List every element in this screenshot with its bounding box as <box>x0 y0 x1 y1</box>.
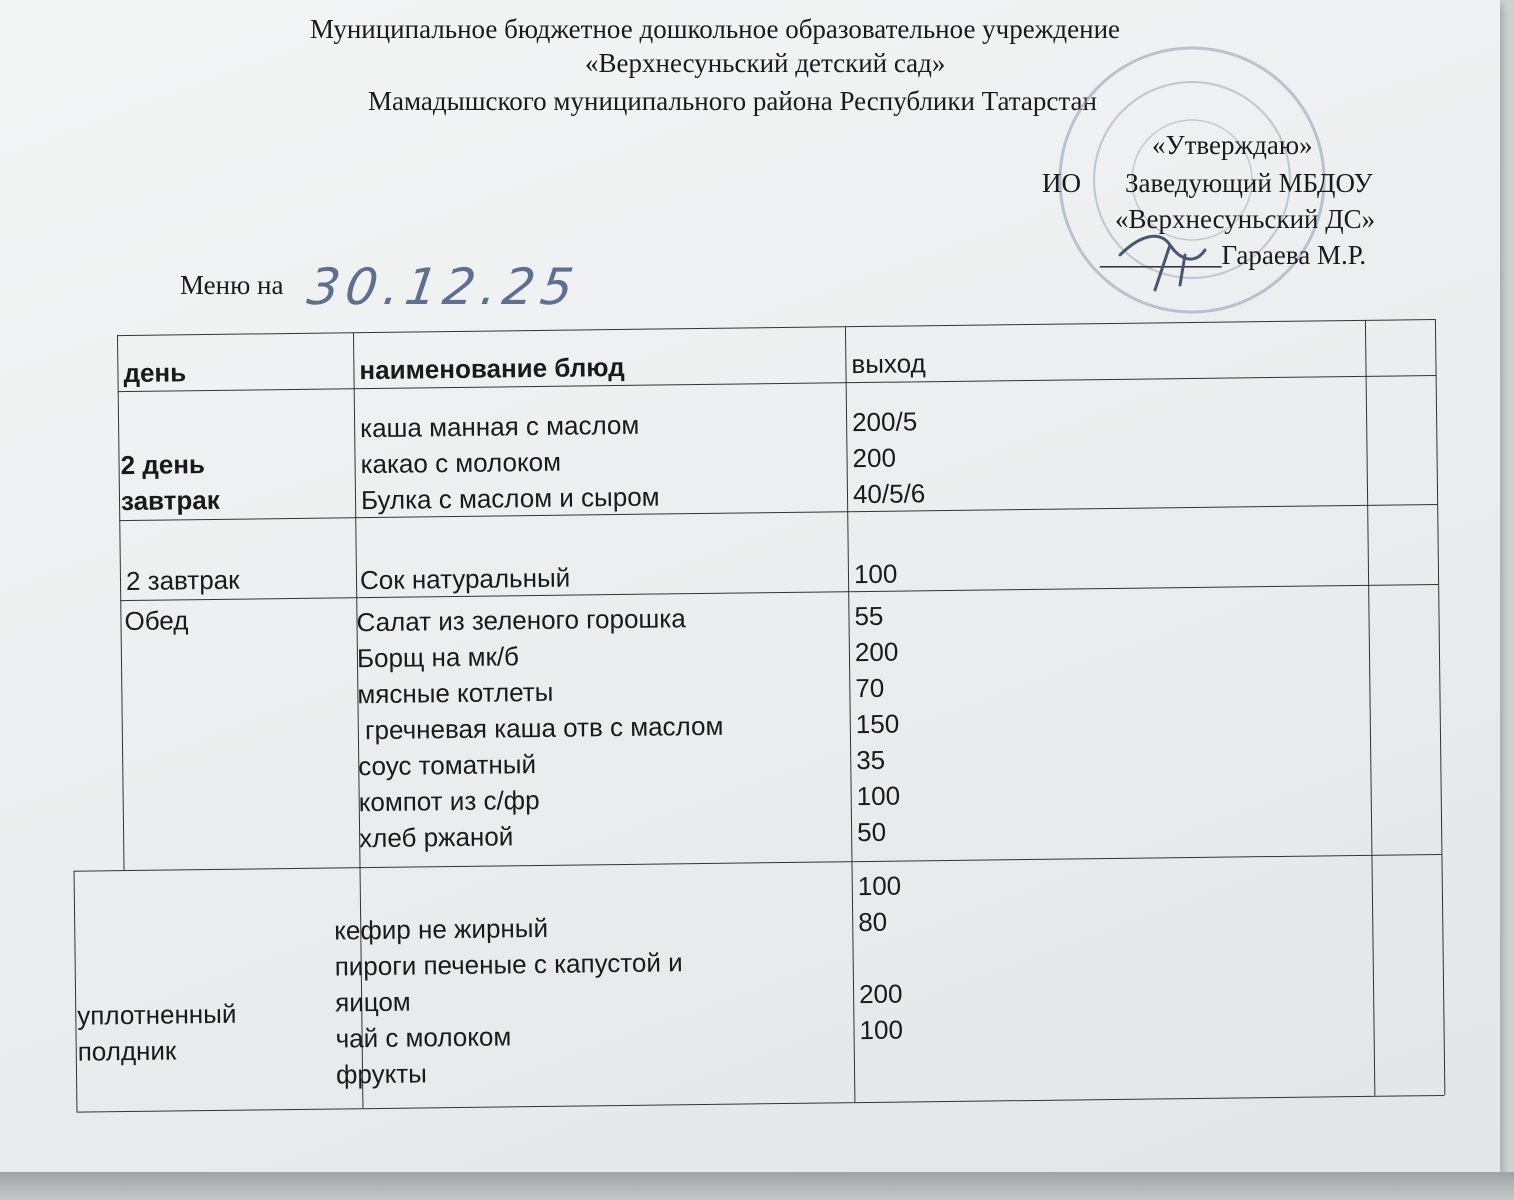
dish-item: хлеб ржаной <box>358 821 514 854</box>
row-dishes-lunch <box>356 600 725 856</box>
row-day-afternoon-snack: уплотненный полдник <box>77 998 237 1067</box>
approval-position: Заведующий МБДОУ <box>1125 168 1373 198</box>
output-item: 35 <box>856 744 886 776</box>
output-item: 200 <box>854 636 899 668</box>
handwritten-signature <box>1100 225 1250 295</box>
output-item: 150 <box>855 708 900 740</box>
header-line-1: Муниципальное бюджетное дошкольное образовательное учреждение <box>310 14 1120 44</box>
dish-item: яицом <box>334 986 411 1018</box>
dish-item: гречневая каша отв с маслом <box>357 710 724 746</box>
output-item <box>858 940 902 977</box>
table-surface <box>0 1172 1514 1200</box>
col-header-day: день <box>123 357 187 389</box>
output-item: 100 <box>856 780 901 812</box>
output-item: 200 <box>852 442 897 474</box>
col-header-output: выход <box>851 348 926 380</box>
dish-item: фрукты <box>335 1058 428 1090</box>
col-header-dish-name: наименование блюд <box>359 351 625 386</box>
output-item: 100 <box>859 1014 904 1046</box>
output-item: 40/5/6 <box>852 478 926 510</box>
dish-item: кефир не жирный <box>334 912 549 946</box>
dish-item: Салат из зеленого горошка <box>356 603 686 638</box>
approve-label: «Утверждаю» <box>1152 130 1313 160</box>
row-dishes-breakfast <box>360 407 660 519</box>
dish-item: Сок натуральный <box>359 562 571 596</box>
output-item: 80 <box>858 906 888 938</box>
row-day-second-breakfast: 2 завтрак <box>125 564 240 597</box>
dish-item: чай с молоком <box>335 1021 512 1054</box>
dish-item: компот из с/фр <box>358 784 540 818</box>
menu-label: Меню на <box>180 270 284 300</box>
approval-organization: «Верхнесуньский ДС» <box>1115 204 1376 234</box>
row-outputs-breakfast <box>852 403 926 512</box>
output-item: 200 <box>858 978 903 1010</box>
approval-signatory-name: _________Гараева М.Р. <box>1100 240 1367 270</box>
output-item: 50 <box>856 816 887 848</box>
row-outputs-afternoon-snack <box>858 868 904 1049</box>
row-outputs-lunch <box>854 598 900 851</box>
row-dishes-afternoon-snack <box>334 908 684 1092</box>
dish-item: какао с молоком <box>360 446 562 480</box>
output-item: 100 <box>857 870 902 902</box>
menu-date-handwritten: 30.12.25 <box>303 258 583 316</box>
row-day-breakfast: 2 день завтрак <box>120 449 220 517</box>
dish-item: Булка с маслом и сыром <box>360 481 660 516</box>
dish-item: Борщ на мк/б <box>356 641 520 674</box>
header-line-3: Мамадышского муниципального района Республики Татарстан <box>368 86 1097 116</box>
header-line-2: «Верхнесуньский детский сад» <box>585 48 946 78</box>
row-day-lunch: Обед <box>124 605 189 637</box>
dish-item: соус томатный <box>358 749 537 782</box>
output-item: 100 <box>853 558 898 590</box>
output-item: 200/5 <box>851 406 918 438</box>
dish-item: каша манная с маслом <box>359 409 640 444</box>
dish-item: мясные котлеты <box>357 676 554 710</box>
dish-item: пироги печеные с капустой и <box>334 947 683 982</box>
output-item: 70 <box>855 672 885 704</box>
approval-position-prefix: ИО <box>1042 168 1081 198</box>
output-item: 55 <box>854 600 884 632</box>
menu-table <box>45 319 1449 1112</box>
